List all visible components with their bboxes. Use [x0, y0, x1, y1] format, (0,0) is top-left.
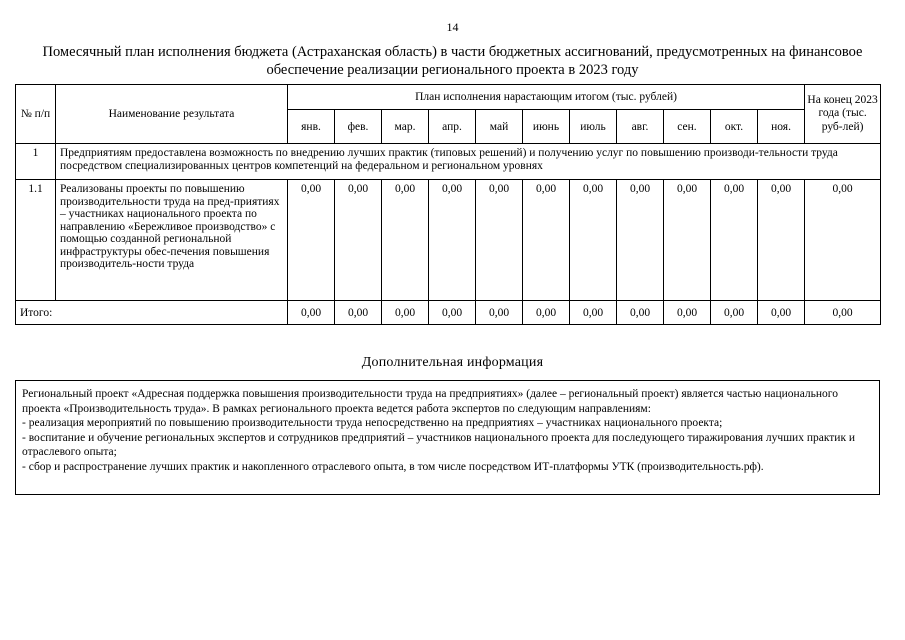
total-label: Итого: [16, 301, 288, 325]
page-title [10, 43, 895, 79]
data-row-value: 0,00 [758, 180, 805, 301]
budget-plan-table [15, 84, 881, 325]
data-row-value: 0,00 [429, 180, 476, 301]
info-list-item: - воспитание и обучение региональных экспертов и сотрудников предприятий – участников национального проекта для последующего тиражирования лучших практик и отраслевого опыта; [22, 431, 856, 458]
total-value: 0,00 [429, 301, 476, 325]
header-month: мар. [382, 110, 429, 144]
section-row-num: 1 [16, 144, 56, 180]
header-month: июль [570, 110, 617, 144]
header-month: фев. [335, 110, 382, 144]
total-value: 0,00 [570, 301, 617, 325]
table-row [16, 180, 881, 301]
total-year-end: 0,00 [805, 301, 881, 325]
data-row-num: 1.1 [16, 180, 56, 301]
header-month: авг. [617, 110, 664, 144]
page-number: 14 [446, 20, 459, 34]
total-value: 0,00 [382, 301, 429, 325]
header-month: янв. [288, 110, 335, 144]
total-value: 0,00 [288, 301, 335, 325]
page-title-line-2: обеспечение реализации регионального проекта в 2023 году [266, 62, 639, 78]
total-value: 0,00 [758, 301, 805, 325]
header-month: май [476, 110, 523, 144]
data-row-value: 0,00 [382, 180, 429, 301]
data-row-value: 0,00 [617, 180, 664, 301]
total-value: 0,00 [664, 301, 711, 325]
total-value: 0,00 [711, 301, 758, 325]
page-title-line-1: Помесячный план исполнения бюджета (Астраханская область) в части бюджетных ассигнований, предусмотренных на финансовое [42, 44, 863, 60]
section-row [16, 144, 881, 180]
header-month: июнь [523, 110, 570, 144]
data-row-year-end: 0,00 [805, 180, 881, 301]
header-result-name: Наименование результата [56, 85, 288, 144]
data-row-value: 0,00 [523, 180, 570, 301]
total-value: 0,00 [476, 301, 523, 325]
info-list-item: - реализация мероприятий по повышению производительности труда непосредственно на предприятиях – участниках национального проекта; [22, 417, 723, 429]
header-month: окт. [711, 110, 758, 144]
additional-info-box [15, 380, 880, 495]
data-row-value: 0,00 [711, 180, 758, 301]
data-row-value: 0,00 [335, 180, 382, 301]
data-row-value: 0,00 [664, 180, 711, 301]
additional-info-heading: Дополнительная информация [361, 355, 544, 370]
data-row-value: 0,00 [476, 180, 523, 301]
total-value: 0,00 [335, 301, 382, 325]
header-year-end: На конец 2023 года (тыс. руб-лей) [805, 85, 881, 144]
total-value: 0,00 [617, 301, 664, 325]
header-month: апр. [429, 110, 476, 144]
header-plan-group: План исполнения нарастающим итогом (тыс. рублей) [288, 85, 805, 110]
header-num: № п/п [16, 85, 56, 144]
data-row-value: 0,00 [570, 180, 617, 301]
section-row-text: Предприятиям предоставлена возможность по внедрению лучших практик (типовых решений) и получению услуг по повышению производи-тельности труда посредством специализированных центров компетенций на федеральном и региональном уровнях [56, 144, 881, 180]
info-paragraph: Региональный проект «Адресная поддержка повышения производительности труда на предприятиях» (далее – региональный проект) является частью национального проекта «Производительность труда». В рамках регионального проекта ведется работа экспертов по следующим направлениям: [22, 388, 838, 415]
data-row-value: 0,00 [288, 180, 335, 301]
header-month: ноя. [758, 110, 805, 144]
total-row [16, 301, 881, 325]
data-row-text: Реализованы проекты по повышению производительности труда на пред-приятиях – участниках национального проекта по направлению «Бережливое производство» с помощью созданной региональной инфраструктуры обес-печения повышения производитель-ности труда [56, 180, 288, 301]
header-month: сен. [664, 110, 711, 144]
header-row-top [16, 85, 881, 110]
total-value: 0,00 [523, 301, 570, 325]
info-list-item: - сбор и распространение лучших практик и накопленного отраслевого опыта, в том числе посредством ИТ-платформы УТК (производительность.рф). [22, 460, 764, 473]
